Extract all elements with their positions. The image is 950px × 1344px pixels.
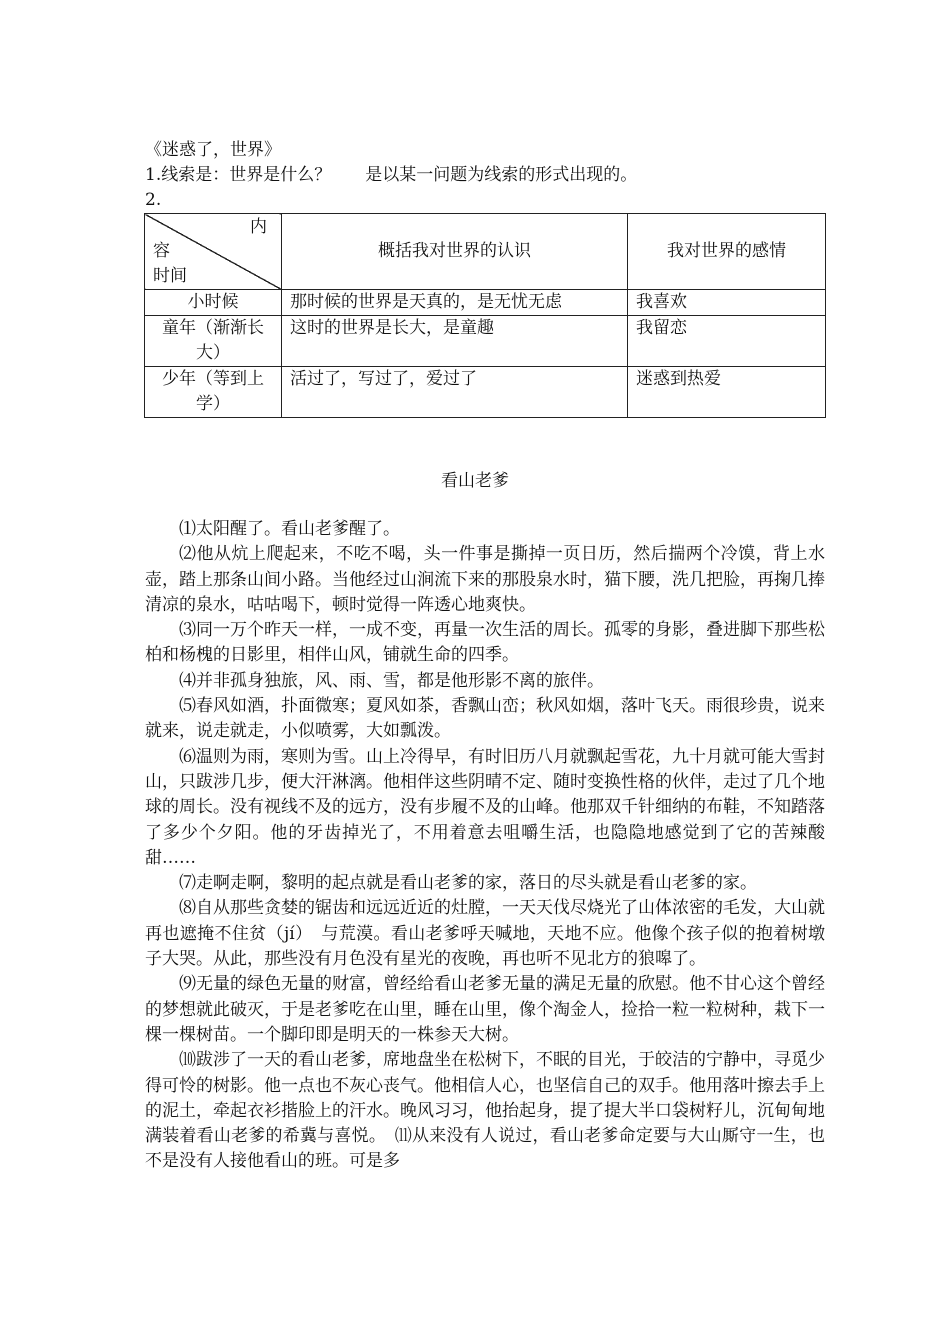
paragraph: ⑶同一万个昨天一样，一成不变，再量一次生活的周长。孤零的身影，叠进脚下那些松柏和杨槐的日影里，相伴山风，铺就生命的四季。: [145, 620, 825, 666]
row-time: 少年（等到上学）: [145, 367, 282, 418]
table-row: [145, 316, 826, 367]
question-1: [145, 163, 637, 187]
paragraph: ⑸春风如酒，扑面微寒；夏风如茶，香飘山峦；秋风如烟，落叶飞天。雨很珍贵，说来就来，说走就走，小似喷雾，大如瓢泼。: [145, 696, 825, 742]
question-1-part2: 是以某一问题为线索的形式出现的。: [365, 165, 638, 185]
corner-label-bottom: 时间: [153, 266, 187, 286]
story-body: [145, 517, 825, 1175]
row-time: 童年（渐渐长大）: [145, 316, 282, 367]
diagonal-header-cell: [145, 214, 282, 290]
paragraph: ⑴太阳醒了。看山老爹醒了。: [179, 519, 400, 539]
row-feeling: 迷惑到热爱: [628, 367, 826, 418]
paragraph: ⑹温则为雨，寒则为雪。山上冷得早，有时旧历八月就飘起雪花，九十月就可能大雪封山，只跋涉几步，便大汗淋漓。他相伴这些阴晴不定、随时变换性格的伙伴，走过了几个地球的周长。没有视线不及的远方，没有步履不及的山峰。他那双千针细纳的布鞋，不知踏落了多少个夕阳。他的牙齿掉光了，不用着意去咀嚼生活，也隐隐地感觉到了它的苦辣酸甜……: [145, 746, 825, 868]
paragraph: ⑼无量的绿色无量的财富，曾经给看山老爹无量的满足无量的欣慰。他不甘心这个曾经的梦想就此破灭，于是老爹吃在山里，睡在山里，像个淘金人，捡拾一粒一粒树种，栽下一棵一棵树苗。一个脚印即是明天的一株参天大树。: [145, 974, 825, 1045]
paragraph: ⑺走啊走啊，黎明的起点就是看山老爹的家，落日的尽头就是看山老爹的家。: [179, 873, 757, 894]
header-knowledge: 概括我对世界的认识: [282, 214, 628, 290]
corner-label-mid: 容: [153, 241, 170, 261]
row-feeling: 我留恋: [628, 316, 826, 367]
answer-table: [144, 213, 826, 418]
table-row: [145, 367, 826, 418]
row-knowledge: 这时的世界是长大，是童趣: [282, 316, 628, 367]
table-header-row: [145, 214, 826, 290]
section-title: 《迷惑了，世界》: [145, 140, 281, 160]
question-2-label: 2.: [145, 190, 162, 210]
question-1-part1: 1.线索是：世界是什么？: [145, 165, 332, 185]
row-knowledge: 那时候的世界是天真的，是无忧无虑: [282, 290, 628, 316]
table-row: [145, 290, 826, 316]
row-knowledge: 活过了，写过了，爱过了: [282, 367, 628, 418]
paragraph: ⑵他从炕上爬起来，不吃不喝，头一件事是撕掉一页日历，然后揣两个冷馍，背上水壶，踏上那条山间小路。当他经过山涧流下来的那股泉水时，猫下腰，洗几把脸，再掬几捧清凉的泉水，咕咕喝下，顿时觉得一阵透心地爽快。: [145, 544, 825, 615]
row-feeling: 我喜欢: [628, 290, 826, 316]
story-title: 看山老爹: [441, 471, 509, 491]
header-feeling: 我对世界的感情: [628, 214, 826, 290]
paragraph: ⑽跋涉了一天的看山老爹，席地盘坐在松树下，不眠的目光，于皎洁的宁静中，寻觅少得可怜的树影。他一点也不灰心丧气。他相信人心，也坚信自己的双手。他用落叶擦去手上的泥土，牵起衣衫揩脸上的汗水。晚风习习，他抬起身，提了提大半口袋树籽儿，沉甸甸地满装着看山老爹的希冀与喜悦。 ⑾从来没有人说过，看山老爹命定要与大山厮守一生，也不是没有人接他看山的班。可是多: [145, 1050, 825, 1172]
paragraph: ⑷并非孤身独旅，风、雨、雪，都是他形影不离的旅伴。: [179, 670, 604, 691]
row-time: 小时候: [145, 290, 282, 316]
paragraph: ⑻自从那些贪婪的锯齿和远远近近的灶膛，一天天伐尽烧光了山体浓密的毛发，大山就再也遮掩不住贫（jí） 与荒漠。看山老爹呼天喊地，天地不应。他像个孩子似的抱着树墩子大哭。从此，那些没有月色没有星光的夜晚，再也听不见北方的狼嗥了。: [145, 898, 825, 970]
corner-label-top: 内: [250, 217, 267, 237]
